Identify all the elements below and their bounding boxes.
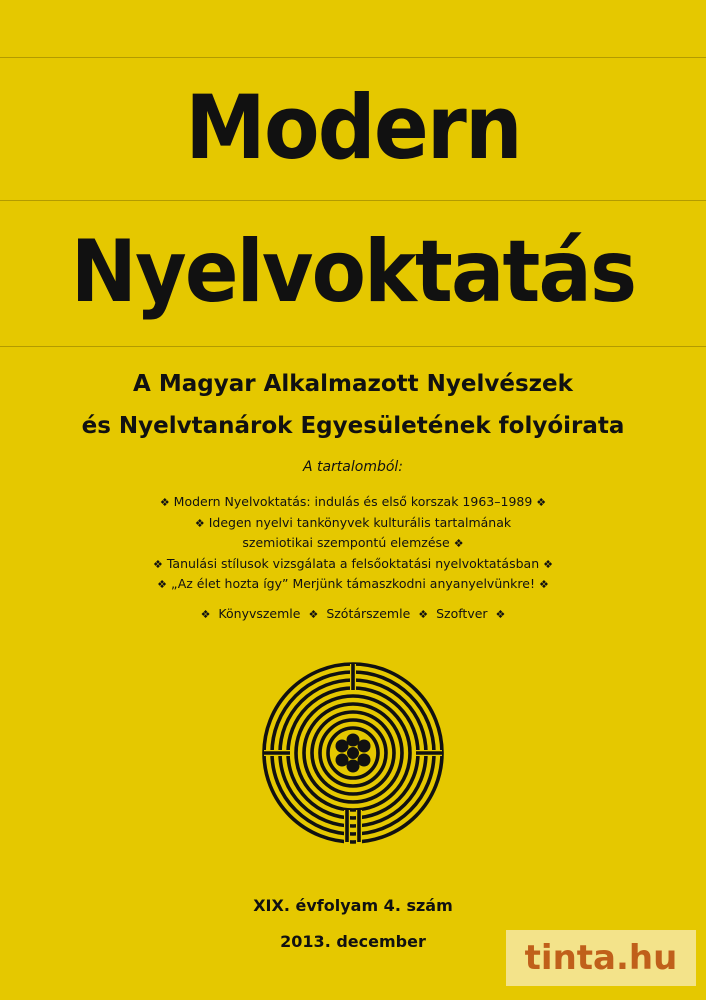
subtitle-line-2: és Nyelvtanárok Egyesületének folyóirata [81,413,625,439]
watermark-badge: tinta.hu [506,930,696,986]
issue-date: 2013. december [280,932,426,951]
section-label: Könyvszemle [218,606,301,621]
top-rule [0,57,706,58]
bullet-icon: ❖ [159,496,170,509]
middle-rule [0,200,706,201]
bullet-icon: ❖ [536,496,547,509]
contents-item [0,492,706,513]
bullet-icon: ❖ [308,608,319,621]
title-line-1: Modern [185,76,521,179]
contents-item-text: Idegen nyelvi tankönyvek kulturális tartalmának [208,514,512,530]
bullet-icon: ❖ [495,608,506,621]
bullet-icon: ❖ [418,608,429,621]
contents-heading: A tartalomból: [302,459,404,475]
contents-item [0,574,706,595]
contents-item-text: Modern Nyelvoktatás: indulás és első korszak 1963–1989 [173,494,533,509]
title-line-2: Nyelvoktatás [70,222,636,322]
contents-item [0,554,706,575]
contents-item-text: „Az élet hozta így” Merjünk támaszkodni anyanyelvünkre! [171,576,535,591]
bullet-icon: ❖ [543,557,553,571]
contents-item-text: Tanulási stílusok vizsgálata a felsőoktatási nyelvoktatásban [166,555,540,571]
bottom-rule [0,346,706,347]
bullet-icon: ❖ [200,608,211,621]
bullet-icon: ❖ [453,537,464,550]
sections-list [0,606,706,621]
bullet-icon: ❖ [538,578,549,591]
contents-item [0,513,706,534]
bullet-icon: ❖ [157,578,168,591]
bullet-icon: ❖ [194,516,205,530]
labyrinth-icon [260,660,446,846]
labyrinth-center-rosette [336,734,371,773]
section-label: Szótárszemle [326,606,411,621]
section-label: Szoftver [436,606,488,621]
contents-item-text: szemiotikai szempontú elemzése [242,535,450,550]
issue-number: XIX. évfolyam 4. szám [253,896,453,915]
subtitle-line-1: A Magyar Alkalmazott Nyelvészek [133,371,573,397]
contents-item [0,533,706,554]
bullet-icon: ❖ [153,557,163,571]
contents-list [0,492,706,595]
